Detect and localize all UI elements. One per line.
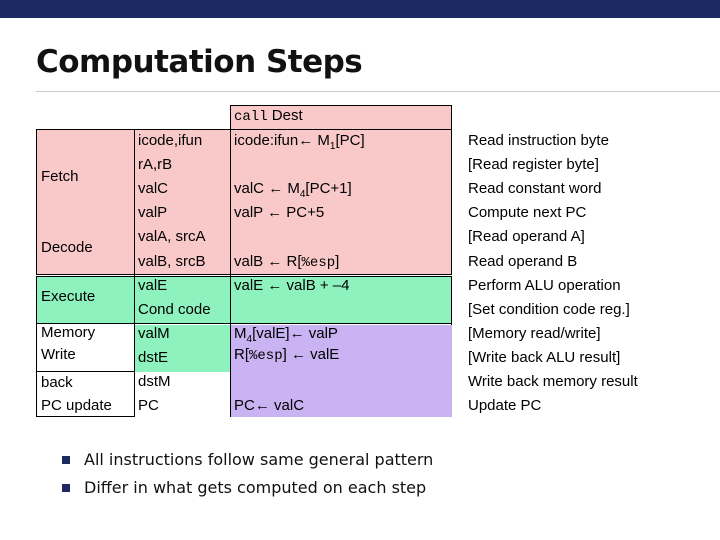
- arrow-left-icon: ←: [254, 397, 270, 414]
- op-icode: icode:ifun← $M_1[PC]$: [234, 132, 365, 152]
- desc-line: Write back memory result: [468, 373, 638, 390]
- desc-line: Read instruction byte: [468, 132, 609, 149]
- operand: Dest: [271, 107, 303, 124]
- field-dstm: dstM: [138, 373, 171, 390]
- desc-line: Read constant word: [468, 180, 602, 197]
- stage-memory: Memory: [41, 324, 96, 341]
- field-valm: valM: [138, 325, 170, 342]
- desc-line: [Read operand A]: [468, 228, 585, 245]
- desc-line: Read operand B: [468, 253, 578, 270]
- opcode: call: [234, 109, 268, 125]
- field-valb-srcb: valB, srcB: [138, 253, 206, 270]
- desc-line: [Memory read/write]: [468, 325, 601, 342]
- desc-line: [Write back ALU result]: [468, 349, 621, 366]
- instruction-header: [234, 107, 303, 126]
- slide-title: Computation Steps: [36, 44, 363, 80]
- arrow-left-icon: ←: [290, 346, 306, 363]
- stage-execute: Execute: [41, 288, 96, 305]
- arrow-left-icon: ←: [267, 253, 283, 270]
- desc-line: Update PC: [468, 397, 542, 414]
- op-write-back: R[%esp] ← valE: [234, 346, 340, 364]
- field-vala-srca: valA, srcA: [138, 228, 206, 245]
- arrow-left-icon: ←: [268, 180, 284, 197]
- op-pc-update: PC← valC: [234, 397, 305, 414]
- field-valc: valC: [138, 180, 169, 197]
- op-valc: valC ← $M_4[PC+1]$: [234, 180, 352, 200]
- column-divider: [134, 129, 135, 417]
- op-memory: $M_4[valE]\leftarrow$ valP: [234, 325, 338, 345]
- column-divider: [230, 105, 231, 417]
- square-bullet-icon: [62, 456, 70, 464]
- field-icode-ifun: icode,ifun: [138, 132, 203, 149]
- title-divider: [36, 91, 720, 92]
- field-cond-code: Cond code: [138, 301, 211, 318]
- stage-write: Write: [41, 346, 76, 363]
- arrow-left-icon: ←: [267, 277, 283, 294]
- field-ra-rb: rA,rB: [138, 156, 173, 173]
- stage-back: back: [41, 374, 73, 391]
- desc-line: [Set condition code reg.]: [468, 301, 630, 318]
- bullet-item: All instructions follow same general pattern: [62, 446, 433, 474]
- op-valb: valB ← R[%esp]: [234, 253, 340, 271]
- arrow-left-icon: ←: [289, 325, 305, 342]
- stage-pc-update: PC update: [41, 397, 112, 414]
- arrow-left-icon: ←: [267, 204, 283, 221]
- field-pc: PC: [138, 397, 159, 414]
- desc-line: Compute next PC: [468, 204, 587, 221]
- field-valp: valP: [138, 204, 168, 221]
- bullet-item: Differ in what gets computed on each step: [62, 474, 433, 502]
- stage-fetch: Fetch: [41, 168, 79, 185]
- square-bullet-icon: [62, 484, 70, 492]
- arrow-left-icon: ←: [298, 132, 314, 149]
- field-dste: dstE: [138, 349, 169, 366]
- stage-decode: Decode: [41, 239, 93, 256]
- header-bar: [0, 0, 720, 18]
- bullet-list: [62, 446, 433, 502]
- desc-line: [Read register byte]: [468, 156, 599, 173]
- field-vale: valE: [138, 277, 168, 294]
- op-vale: valE ← valB + –4: [234, 277, 350, 294]
- desc-line: Perform ALU operation: [468, 277, 621, 294]
- op-valp: valP ← PC+5: [234, 204, 325, 221]
